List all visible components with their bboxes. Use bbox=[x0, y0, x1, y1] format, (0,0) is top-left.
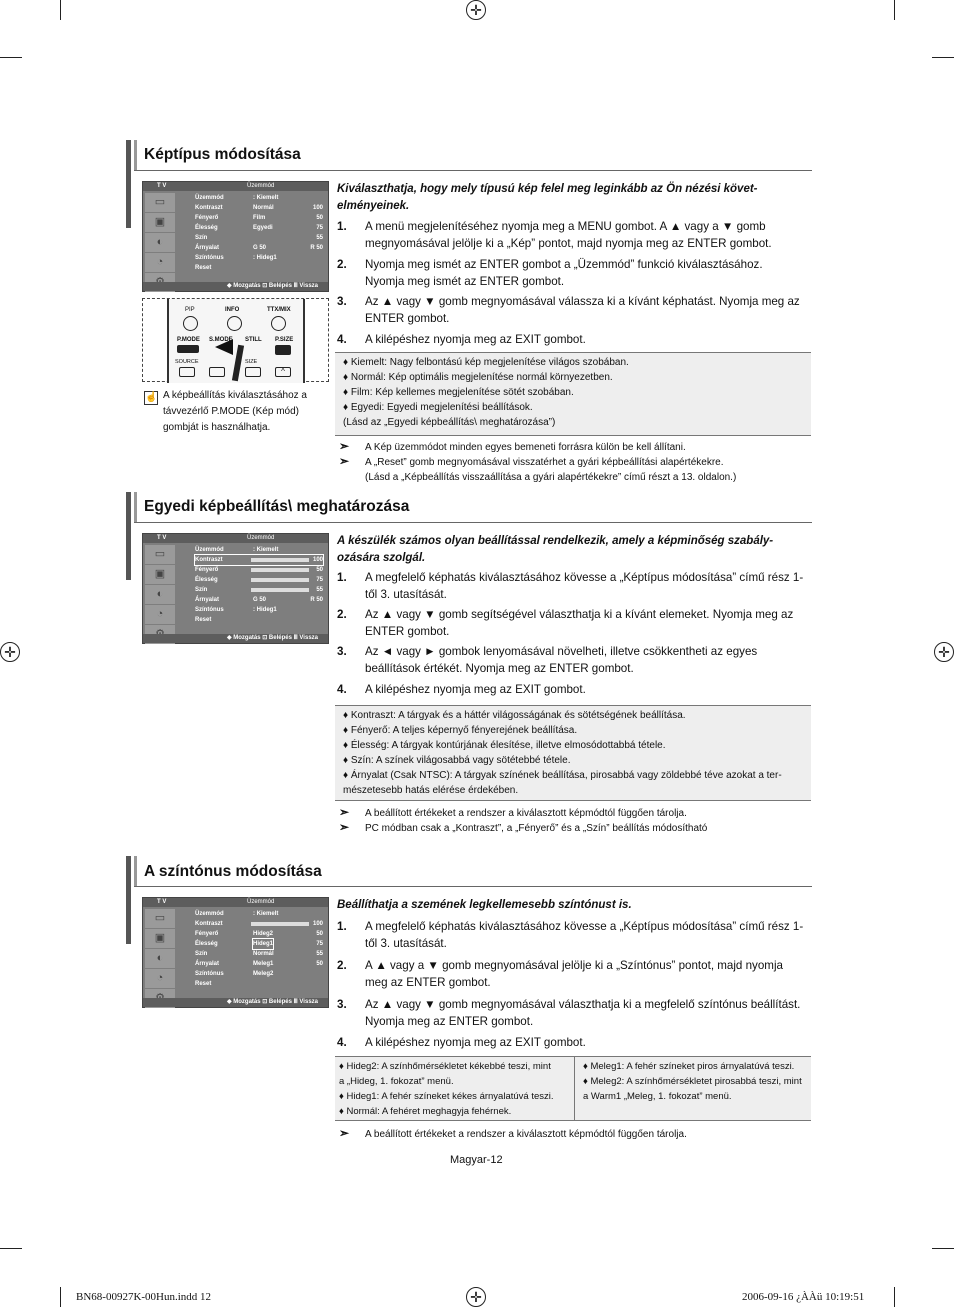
remote-control-illustration bbox=[142, 298, 329, 382]
tv-menu-row: Árnyalat G 50 R 50 bbox=[195, 597, 323, 603]
crop-mark bbox=[60, 0, 61, 20]
footer-file: BN68-00927K-00Hun.indd 12 bbox=[76, 1291, 212, 1303]
info-box bbox=[335, 1056, 811, 1121]
tv-menu-row: Élesség 75 bbox=[195, 577, 323, 583]
info-box-right: ♦ Meleg1: A fehér színeket piros árnyalatúvá teszi. ♦ Meleg2: A színhőmérsékletet pirosabbá teszi, mint a Warm1 „Meleg, 1. fokozat” menü. bbox=[583, 1061, 802, 1102]
crop-mark bbox=[932, 57, 954, 58]
tv-menu-row: Üzemmód : Kiemelt bbox=[195, 547, 279, 553]
step-item: 2. Nyomja meg ismét az ENTER gombot a „Üzemmód” funkció kiválasztásához. Nyomja meg ismét az ENTER gombot. bbox=[337, 258, 763, 288]
crop-mark bbox=[0, 57, 22, 58]
remote-button-icon bbox=[275, 345, 291, 355]
tv-menu-row: Élesség Egyedi 75 bbox=[195, 225, 323, 231]
notes: ➣ A Kép üzemmódot minden egyes bemeneti forrásra külön be kell állítani. ➣ A „Reset” gomb megnyomásával visszatérhet a gyári képbeállítási alapértékekre. (Lásd a „Képbeállítás visszaállítása a gyári alapértékekre” című részt a 13. oldalon.) bbox=[339, 439, 737, 483]
step-item: 1. A megfelelő képhatás kiválasztásához kövesse a „Képtípus módosítása” című rész 1-től 3. utasítását. bbox=[337, 920, 804, 950]
step-item: 4. A kilépéshez nyomja meg az EXIT gombot. bbox=[337, 1036, 586, 1049]
tv-menu-row: Szín Normál 55 bbox=[195, 951, 323, 957]
tv-menu-list bbox=[195, 909, 323, 989]
tv-menu-footer: ◆ Mozgatás ⊡ Belépés Ⅲ Vissza bbox=[143, 634, 328, 643]
tv-side-icons: ▭ ▣ ◐ ◔ bbox=[145, 545, 175, 645]
info-box: ♦ Kontraszt: A tárgyak és a háttér világosságának és sötétségének beállítása. ♦ Fényerő: A teljes képernyő fényerejének beállítása. ♦ Élesség: A tárgyak kontúrjának élesítése, illetve elmosódottabbá tétele. ♦ Szín: A színek világosabbá vagy sötétebbé tétele. ♦ Árnyalat (Csak NTSC): A tárgyak színének beállítása, pirosabbá vagy zöldebbé téve azokat a ter- mészetesebb hatás elérése érdekében. bbox=[335, 705, 811, 801]
tv-menu-row: Árnyalat Meleg1 50 bbox=[195, 961, 323, 967]
remote-label: SIZE bbox=[245, 359, 258, 365]
remote-button-icon bbox=[245, 367, 261, 377]
remote-label: INFO bbox=[225, 307, 240, 313]
tv-menu-row: Üzemmód : Kiemelt bbox=[195, 195, 279, 201]
tv-menu-row: Szín 55 bbox=[195, 587, 323, 593]
crop-mark bbox=[932, 1248, 954, 1249]
crop-mark bbox=[60, 1287, 61, 1307]
registration-mark-icon: ✛ bbox=[0, 642, 20, 662]
remote-label: P.SIZE bbox=[275, 337, 294, 343]
section-bar bbox=[134, 140, 137, 170]
crop-mark bbox=[894, 1287, 895, 1307]
step-item: 1. A menü megjelenítéséhez nyomja meg a MENU gombot. A ▲ vagy a ▼ gomb megnyomásával jelölje ki a „Kép” pontot, majd nyomja meg az ENTER gombot. bbox=[337, 220, 772, 250]
tv-menu-row: Üzemmód : Kiemelt bbox=[195, 911, 279, 917]
tv-menu-screenshot bbox=[142, 897, 329, 1008]
tv-menu-row: Fényerő Film 50 bbox=[195, 215, 323, 221]
note-arrow-icon: ➣ bbox=[339, 439, 350, 453]
tv-side-icons: ▭ ▣ ◐ ◔ bbox=[145, 909, 175, 1009]
section-intro: A készülék számos olyan beállítással rendelkezik, amely a képminőség szabály-ozására szolgál. bbox=[337, 535, 774, 564]
remote-button-icon: ^ bbox=[275, 367, 291, 377]
step-item: 2. A ▲ vagy a ▼ gomb megnyomásával jelölje ki a „Színtónus” pontot, majd nyomja meg az ENTER gombot. bbox=[337, 959, 783, 989]
registration-mark-icon: ✛ bbox=[466, 1287, 486, 1307]
pointer-arrow-icon bbox=[215, 339, 233, 355]
section-divider bbox=[134, 522, 812, 523]
note-arrow-icon: ➣ bbox=[339, 805, 350, 819]
note-arrow-icon: ➣ bbox=[339, 820, 350, 834]
tv-menu-row: Árnyalat G 50 R 50 bbox=[195, 245, 323, 251]
tv-menu-row: Kontraszt Normál 100 bbox=[195, 205, 323, 211]
note-arrow-icon: ➣ bbox=[339, 1126, 350, 1140]
remote-button-icon bbox=[179, 367, 195, 377]
section-intro: Kiválaszthatja, hogy mely típusú kép felel meg leginkább az Ön nézési követ-elményeinek. bbox=[337, 183, 758, 212]
tv-menu-header: Üzemmód bbox=[247, 535, 275, 541]
step-item: 3. Az ▲ vagy ▼ gomb megnyomásával válassza ki a kívánt képhatást. Nyomja meg az ENTER gombot. bbox=[337, 295, 800, 325]
tv-brand: T V bbox=[157, 183, 167, 189]
side-note: A képbeállítás kiválasztásához a távvezérlő P.MODE (Kép mód) gombját is használhatja. bbox=[163, 390, 307, 433]
remote-label: STILL bbox=[245, 337, 262, 343]
remote-label: SOURCE bbox=[175, 359, 199, 365]
hand-note-icon: ☝ bbox=[145, 392, 158, 403]
section-divider bbox=[134, 886, 812, 887]
section-title: Képtípus módosítása bbox=[144, 146, 301, 163]
remote-button-icon bbox=[227, 316, 242, 331]
tv-menu-row: Fényerő Hideg2 50 bbox=[195, 931, 323, 937]
tv-menu-list bbox=[195, 545, 323, 625]
tv-menu-row: Reset bbox=[195, 265, 212, 271]
section-title: Egyedi képbeállítás\ meghatározása bbox=[144, 498, 410, 515]
pmode-button-icon bbox=[177, 345, 199, 353]
note-arrow-icon: ➣ bbox=[339, 454, 350, 468]
tv-side-icons: ▭ ▣ ◐ ◔ bbox=[145, 193, 175, 293]
section-bar bbox=[134, 492, 137, 522]
tv-menu-row: Fényerő 50 bbox=[195, 567, 323, 573]
registration-mark-icon: ✛ bbox=[466, 0, 486, 20]
step-item: 3. Az ▲ vagy ▼ gomb megnyomásával választhatja ki a megfelelő színtónus beállítást. Nyomja meg az ENTER gombot. bbox=[337, 998, 801, 1028]
crop-mark bbox=[894, 0, 895, 20]
section-bar bbox=[126, 140, 131, 228]
section-bar bbox=[126, 492, 131, 580]
step-item: 3. Az ◄ vagy ► gombok lenyomásával növelheti, illetve csökkentheti az egyes beállítások értékét. Nyomja meg az ENTER gombot. bbox=[337, 645, 758, 675]
tv-menu-row: Szín 55 bbox=[195, 235, 323, 241]
tv-menu-header: Üzemmód bbox=[247, 899, 275, 905]
remote-label: P.MODE bbox=[177, 337, 200, 343]
tv-menu-row: Kontraszt 100 bbox=[195, 557, 323, 563]
crop-mark bbox=[0, 1248, 22, 1249]
tv-menu-footer: ◆ Mozgatás ⊡ Belépés Ⅲ Vissza bbox=[143, 282, 328, 291]
remote-label: TTX/MIX bbox=[267, 307, 291, 313]
step-item: 4. A kilépéshez nyomja meg az EXIT gombot. bbox=[337, 333, 586, 346]
remote-label: PIP bbox=[185, 307, 195, 313]
tv-brand: T V bbox=[157, 899, 167, 905]
tv-menu-row: Élesség Hideg1 75 bbox=[195, 941, 323, 947]
tv-menu-row: Kontraszt 100 bbox=[195, 921, 323, 927]
notes: ➣ A beállított értékeket a rendszer a kiválasztott képmódtól függően tárolja. bbox=[339, 1126, 687, 1140]
registration-mark-icon: ✛ bbox=[934, 642, 954, 662]
page-number: Magyar-12 bbox=[450, 1154, 503, 1166]
section-bar bbox=[134, 856, 137, 886]
remote-label: S.MODE bbox=[209, 337, 233, 343]
footer-date: 2006-09-16 ¿ÀÀü 10:19:51 bbox=[742, 1291, 865, 1303]
notes: ➣ A beállított értékeket a rendszer a kiválasztott képmódtól függően tárolja. ➣ PC módban csak a „Kontraszt”, a „Fényerő” és a „Szín” beállítás módosítható bbox=[339, 805, 708, 834]
tv-menu-row: Reset bbox=[195, 981, 212, 987]
step-item: 1. A megfelelő képhatás kiválasztásához kövesse a „Képtípus módosítása” című rész 1-től 3. utasítását. bbox=[337, 571, 804, 601]
tv-menu-screenshot bbox=[142, 533, 329, 644]
remote-button-icon bbox=[183, 316, 198, 331]
tv-menu-row: Színtónus : Hideg1 bbox=[195, 607, 277, 613]
remote-button-icon bbox=[209, 367, 225, 377]
tv-menu-screenshot bbox=[142, 181, 329, 292]
step-item: 2. Az ▲ vagy ▼ gomb segítségével választhatja ki a kívánt elemeket. Nyomja meg az ENTER gombot. bbox=[337, 608, 794, 638]
tv-menu-list bbox=[195, 193, 323, 273]
tv-menu-header: Üzemmód bbox=[247, 183, 275, 189]
tv-menu-row: Színtónus Meleg2 bbox=[195, 971, 274, 977]
section-divider bbox=[134, 170, 812, 171]
info-box: ♦ Kiemelt: Nagy felbontású kép megjelenítése világos szobában. ♦ Normál: Kép optimális megjelenítése normál környezetben. ♦ Film: Kép kellemes megjelenítése sötét szobában. ♦ Egyedi: Egyedi megjelenítési beállítások. (Lásd az „Egyedi képbeállítás\ meghatározása”) bbox=[335, 352, 811, 436]
step-item: 4. A kilépéshez nyomja meg az EXIT gombot. bbox=[337, 683, 586, 696]
tv-menu-row: Színtónus : Hideg1 bbox=[195, 255, 277, 261]
section-title: A színtónus módosítása bbox=[144, 863, 322, 880]
info-box-left: ♦ Hideg2: A színhőmérsékletet kékebbé teszi, mint a „Hideg, 1. fokozat” menü. ♦ Hideg1: A fehér színeket kékes árnyalatúvá teszi. ♦ Normál: A fehéret meghagyja fehérnek. bbox=[335, 1057, 575, 1120]
tv-brand: T V bbox=[157, 535, 167, 541]
tv-menu-row: Reset bbox=[195, 617, 212, 623]
tv-menu-footer: ◆ Mozgatás ⊡ Belépés Ⅲ Vissza bbox=[143, 998, 328, 1007]
section-intro: Beállíthatja a szemének legkellemesebb színtónust is. bbox=[337, 899, 632, 911]
remote-button-icon bbox=[271, 316, 286, 331]
section-bar bbox=[126, 856, 131, 944]
